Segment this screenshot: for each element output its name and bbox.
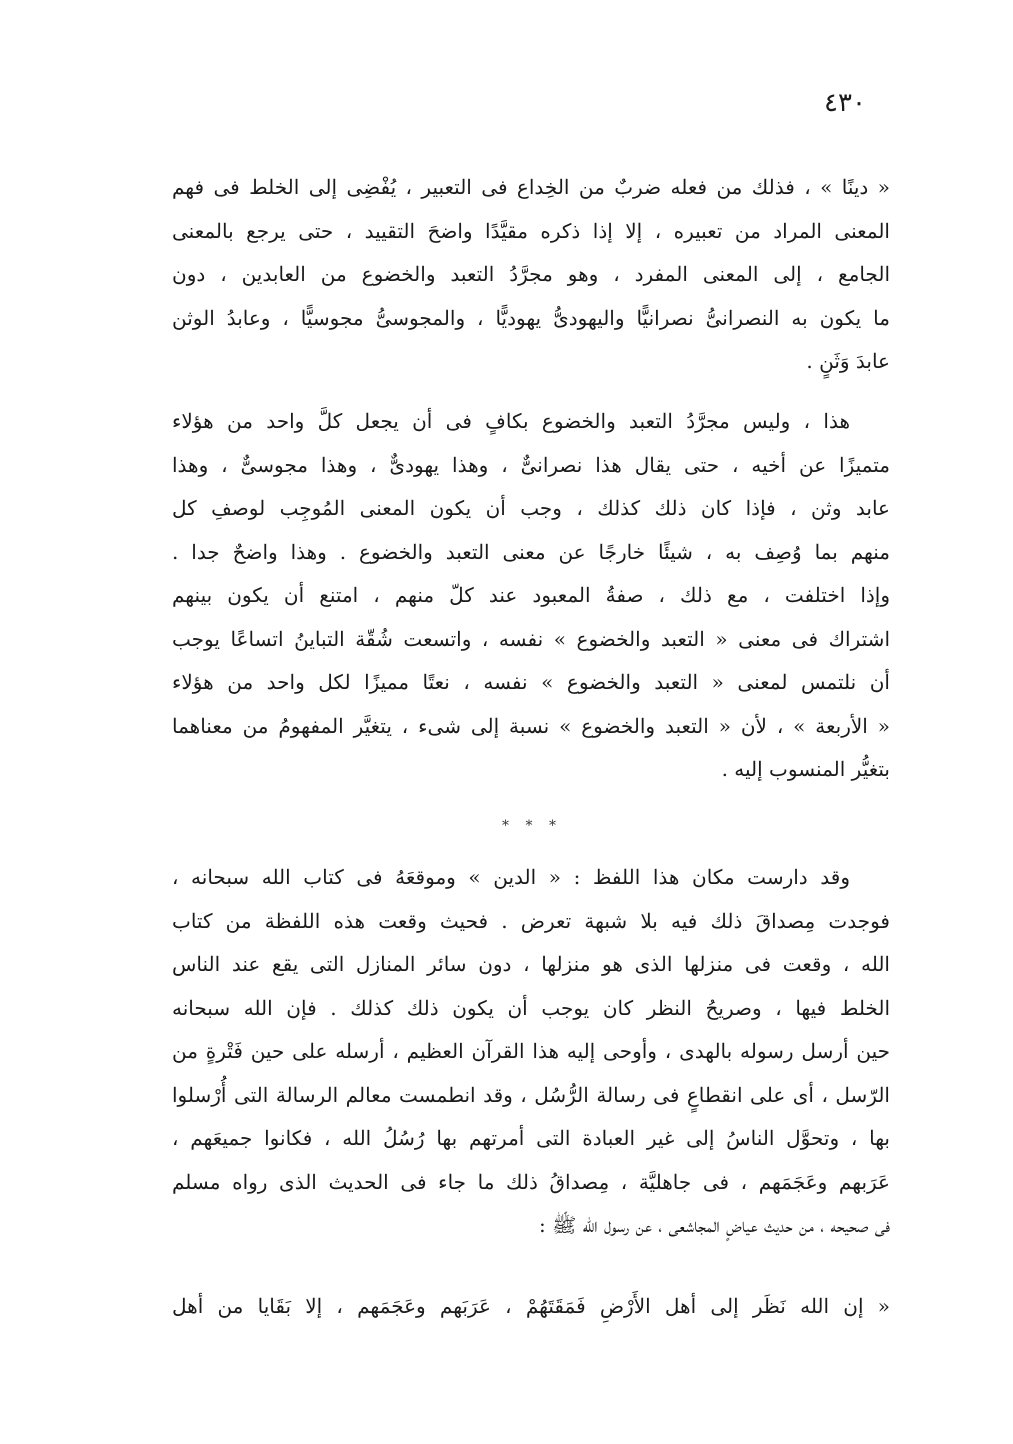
text-line: عَرَبهم وعَجَمَهم ، فى جاهليَّة ، مِصداقُ ذلك ما جاء فى الحديث الذى رواه مسلم (172, 1169, 890, 1194)
text-line: وقد دارست مكان هذا اللفظ : « الدين » وموقعَهُ فى كتاب الله سبحانه ، (172, 865, 851, 889)
paragraph-4 (172, 1285, 890, 1329)
text-line: « دينًا » ، فذلك من فعله ضربٌ من الخِداع فى التعبير ، يُفْضِى إلى الخلط فى فهم (172, 175, 890, 199)
text-line: اشتراك فى معنى « التعبد والخضوع » نفسه ، واتسعت شُقّة التباينُ اتساعًا يوجب (172, 626, 890, 651)
text-line: « الأربعة » ، لأن « التعبد والخضوع » نسبة إلى شىء ، يتغيَّر المفهومُ من معناهما (172, 713, 890, 738)
text-line: بها ، وتحوَّل الناسُ إلى غير العبادة التى أمرتهم بها رُسُلُ الله ، فكانوا جميعَهم ، (172, 1126, 890, 1150)
text-line: حين أرسل رسوله بالهدى ، وأوحى إليه هذا القرآن العظيم ، أرسله على حين فَتْرةٍ من (172, 1039, 890, 1063)
text-line: وإذا اختلفت ، مع ذلك ، صفةُ المعبود عند كلّ منهم ، امتنع أن يكون بينهم (172, 583, 890, 607)
text-line: منهم بما وُصِف به ، شيئًا خارجًا عن معنى التعبد والخضوع . وهذا واضحٌ جدا . (172, 539, 890, 564)
text-line: الله ، وقعت فى منزلها الذى هو منزلها ، دون سائر المنازل التى يقع عند الناس (172, 952, 890, 976)
text-line: الخلط فيها ، وصريحُ النظر كان يوجب أن يكون ذلك كذلك . فإن الله سبحانه (172, 995, 890, 1020)
text-line: أن نلتمس لمعنى « التعبد والخضوع » نفسه ، نعتًا مميزًا لكل واحد من هؤلاء (172, 670, 890, 694)
text-line: عابدَ وَثَنٍ . (806, 349, 890, 373)
text-line: هذا ، وليس مجرَّدُ التعبد والخضوع بكافٍ فى أن يجعل كلَّ واحد من هؤلاء (172, 409, 850, 433)
paragraph-2 (172, 400, 890, 792)
text-line: بتغيُّر المنسوب إليه . (721, 757, 890, 781)
paragraph-3 (172, 856, 890, 1248)
page-number: ٤٣٠ (824, 88, 866, 118)
text-line: الرّسل ، أى على انقطاعٍ فى رسالة الرُّسُل ، وقد انطمست معالم الرسالة التى أُرْسلوا (172, 1082, 890, 1107)
text-line: « إن الله نَظَر إلى أهل الأَرْضِ فَمَقَتَهُمْ ، عَرَبَهم وعَجَمَهم ، إلا بَقَايا من أهل (172, 1294, 890, 1318)
text-line: عابد وثن ، فإذا كان ذلك كذلك ، وجب أن يكون المعنى المُوجِب لوصفِ كل (172, 496, 890, 520)
text-line: متميزًا عن أخيه ، حتى يقال هذا نصرانىٌّ ، وهذا يهودىٌّ ، وهذا مجوسىٌّ ، وهذا (172, 452, 890, 477)
section-separator: * * * (502, 818, 562, 834)
text-line: فى صحيحه ، من حديث عياضٍ المجاشعى ، عن رسول الله ﷺ : (539, 1213, 890, 1237)
text-line: الجامع ، إلى المعنى المفرد ، وهو مجرَّدُ التعبد والخضوع من العابدين ، دون (172, 262, 890, 286)
text-line: فوجدت مِصداقَ ذلك فيه بلا شبهة تعرض . فحيث وقعت هذه اللفظة من كتاب (172, 908, 890, 933)
text-line: المعنى المراد من تعبيره ، إلا إذا ذكره مقيَّدًا واضحَ التقييد ، حتى يرجع بالمعنى (172, 218, 890, 243)
text-line: ما يكون به النصرانىُّ نصرانيًّا واليهودىُّ يهوديًّا ، والمجوسىُّ مجوسيًّا ، وعابدُ الوثن (172, 305, 890, 330)
paragraph-1 (172, 166, 890, 384)
